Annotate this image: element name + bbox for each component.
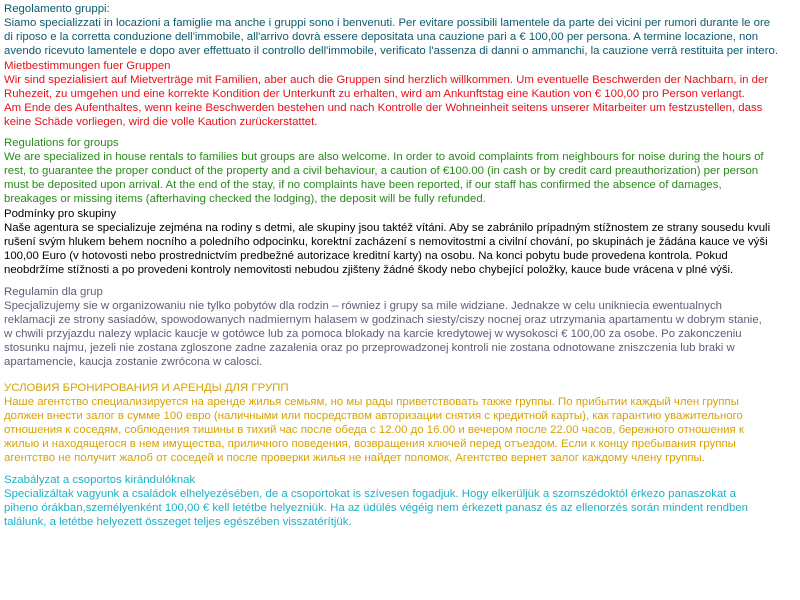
section-english (4, 137, 797, 207)
section-body: Wir sind spezialisiert auf Mietverträge mit Familien, aber auch die Gruppen sind herzlich willkommen. Um eventuelle Beschwerden der Nachbarn, in der Ruhezeit, zu umgehen und eine korrekte Kondition der Unterkunft zu erhalten, wird am Ankunftstag eine Kaution von € 100,00 pro Person verlangt. Am Ende des Aufenthaltes, wenn keine Beschwerden bestehen und nach Kontrolle der Wohneinheit seitens unserer Mitarbeiter um festzustellen, dass keine Schäde vorliegen, wird die volle Kaution zurückerstattet. (4, 73, 769, 128)
section-russian (4, 382, 797, 465)
section-hungarian (4, 474, 797, 530)
section-title: Mietbestimmungen fuer Gruppen (4, 60, 171, 72)
section-title: Podmínky pro skupiny (4, 208, 117, 220)
section-title: Regolamento gruppi: (4, 3, 110, 15)
section-body: Specializáltak vagyunk a családok elhelyezésében, de a csoportokat is szívesen fogadjuk. Hogy elkerüljük a szomszédoktól érkezo panaszokat a piheno órákban,személyenként 100,00 € kell letétbe helyezniük. Ha az üdülés végéig nem érkezett panasz és az ellenorzés során mindent rendben találunk, a letétbe helyezett összeget teljes egészében visszatérítjük. (4, 487, 749, 528)
section-german (4, 60, 797, 130)
section-title: УСЛОВИЯ БРОНИРОВАНИЯ И АРЕНДЫ ДЛЯ ГРУПП (4, 382, 289, 394)
section-title: Szabályzat a csoportos kirándulóknak (4, 474, 196, 486)
section-body: Наше агентство специализируется на аренде жилья семьям, но мы рады приветствовать также группы. По прибытии каждый член группы должен внести залог в сумме 100 евро (наличными или посредством авторизации снятия с кредитной карты), как гарантию уважительного отношения к соседям, соблюдения тишины в тихий час после обеда с 12.00 до 16.00 и вечером после 22.00 часов, бережного отношения к жилью и находящегося в нем имущества, приличного поведения, возвращения ключей перед отъездом. Если к концу пребывания группы агентство не получит жалоб от соседей и после проверки жилья не найдет поломок, Агентство вернет залог каждому члену группы. (4, 395, 744, 464)
section-title: Regulations for groups (4, 137, 119, 149)
section-polish (4, 286, 797, 369)
section-body: We are specialized in house rentals to families but groups are also welcome. In order to avoid complaints from neighbours for noise during the hours of rest, to guarantee the proper conduct of the property and a civil behaviour, a caution of €100.00 (in cash or by credit card preauthorization) per person must be deposited upon arrival. At the end of the stay, if no complaints have been reported, if our staff has confirmed the absence of damages, breakages or missing items (afterhaving checked the lodging), the deposit will be fully refunded. (4, 150, 764, 205)
section-body: Naše agentura se specializuje zejména na rodiny s detmi, ale skupiny jsou taktéž vítáni. Aby se zabránilo prípadným stížnostem ze strany sousedu kvuli rušení svým hlukem behem nocního a poledního odpocinku, korektní zacházení s nemovitostmi a civilní chování, po skupinách je žádána kauce ve výši 100,00 Euro (v hotovosti nebo prostrednictvím predbežné autorizace kreditní karty) na osobu. Na konci pobytu bude provedena kontrola. Pokud neobdržíme stížnosti a po provedeni kontroly nemovitosti nebudou zjišteny žádné škody nebo chybející položky, kauce bude vrácena v plné výši. (4, 221, 771, 276)
section-body: Siamo specializzati in locazioni a famiglie ma anche i gruppi sono i benvenuti. Per evitare possibili lamentele da parte dei vicini per rumori durante le ore di riposo e la corretta conduzione dell'immobile, all'arrivo dovrà essere depositata una cauzione pari a € 100,00 per persona. A termine locazione, non avendo ricevuto lamentele e dopo aver effettuato il controllo dell'immobile, verificato l'assenza di danni o ammanchi, la cauzione verrà restituita per intero. (4, 16, 779, 57)
section-italian (4, 3, 797, 59)
section-czech (4, 208, 797, 278)
section-body: Specjalizujemy sie w organizowaniu nie tylko pobytów dla rodzin – równiez i grupy sa mile widziane. Jednakze w celu unikniecia ewentualnych reklamacji ze strony sasiadów, spowodowanych nadmiernym halasem w godzinach siesty/ciszy nocnej oraz utrzymania apartamentu w dobrym stanie, w chwili przyjazdu nalezy wplacic kaucje w gotówce lub za pomoca blokady na karcie kredytowej w wysokosci € 100,00 za osobe. Po zakonczeniu stosunku najmu, jezeli nie zostana zgloszone zadne zazalenia oraz po przeprowadzonej kontroli nie zostana odnotowane zniszczenia lub braki w apartamencie, kaucja zostanie zwrócona w calosci. (4, 299, 762, 368)
section-title: Regulamin dla grup (4, 286, 103, 298)
